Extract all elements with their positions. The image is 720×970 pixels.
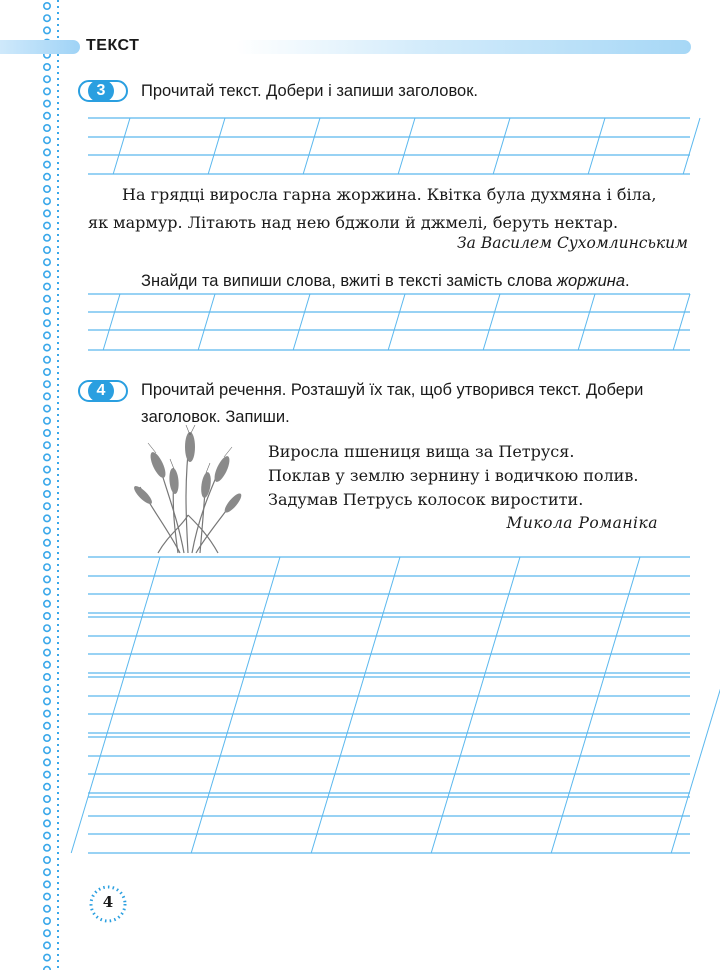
task-4-instruction-line-1: Прочитай речення. Розташуй їх так, щоб утворився текст. Добери [141,381,644,399]
subinstruction-word: жоржина [556,272,626,290]
task-3-text-line-1: На грядці виросла гарна жоржина. Квітка була духмяна і біла, [122,185,657,204]
subinstruction-text: Знайди та випиши слова, вжиті в тексті замість слова [141,272,557,290]
slant-guide [551,557,640,853]
slant-guide [293,294,310,350]
slant-guide [493,118,510,174]
task-4-number: 4 [88,380,114,402]
slant-guide [208,118,225,174]
slant-guide [683,118,700,174]
slant-guide [311,557,400,853]
task-4-instruction-line-2: заголовок. Запиши. [141,408,290,426]
task-4-author: Микола Романіка [506,514,658,532]
slant-guide [198,294,215,350]
slant-guide [398,118,415,174]
subinstruction-end: . [625,272,630,290]
slant-guide [113,118,130,174]
slant-guide [673,294,690,350]
page-number: 4 [102,893,114,911]
slant-guide [71,557,160,853]
slant-guide [671,557,720,853]
slant-guide [103,294,120,350]
sentence-3: Задумав Петрусь колосок виростити. [268,490,584,509]
task-3-author: За Василем Сухомлинським [457,234,688,252]
slant-guide [191,557,280,853]
slant-guide [483,294,500,350]
task-3-text-line-2: як мармур. Літають над нею бджоли й джмелі, беруть нектар. [88,213,619,232]
task-3-instruction: Прочитай текст. Добери і запиши заголовок. [141,82,479,100]
slant-guide [388,294,405,350]
sentence-2: Поклав у землю зернину і водичкою полив. [268,466,639,485]
section-title: ТЕКСТ [86,37,140,54]
sentence-1: Виросла пшениця вища за Петруся. [268,442,575,461]
slant-guide [431,557,520,853]
slant-guide [303,118,320,174]
slant-guide [578,294,595,350]
task-3-number: 3 [88,80,114,102]
slant-guide [588,118,605,174]
